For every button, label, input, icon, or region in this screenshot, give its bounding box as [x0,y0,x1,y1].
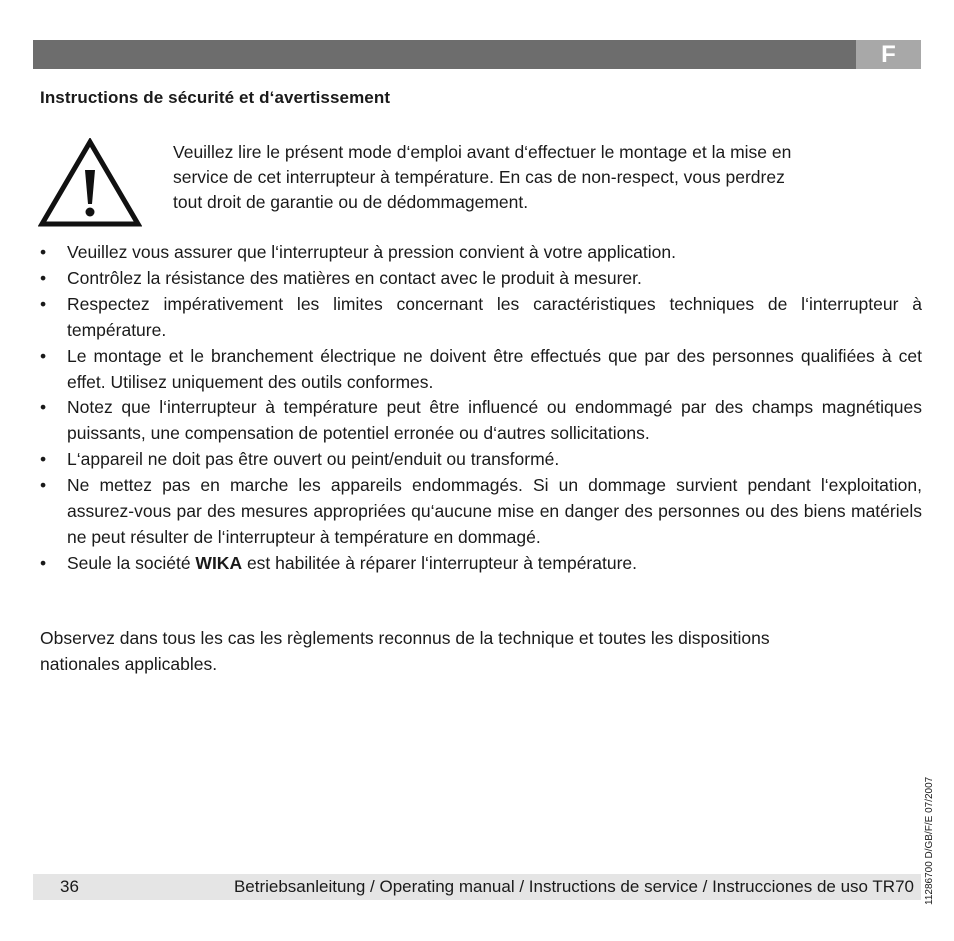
brand-name: WIKA [195,552,243,573]
bullet-item [40,344,922,396]
bullet-text: Contrôlez la résistance des matières en contact avec le produit à mesurer. [67,267,642,288]
bullet-dot: • [40,345,47,366]
bullet-item [40,266,922,292]
intro-paragraph [173,140,923,215]
bullet-item [40,292,922,344]
bullet-text: L‘appareil ne doit pas être ouvert ou peint/enduit ou transformé. [67,449,560,470]
bullet-dot: • [40,397,47,418]
bullet-item [40,447,922,473]
intro-line: Veuillez lire le présent mode d‘emploi avant d‘effectuer le montage et la mise en [173,142,792,162]
bullet-dot: • [40,242,47,262]
bullet-text: Respectez impérativement les limites concernant les caractéristiques techniques de l‘interrupteur à température. [67,293,922,340]
bullet-dot: • [40,293,47,314]
bullet-dot: • [40,449,47,470]
bullet-dot: • [40,475,47,496]
intro-line: service de cet interrupteur à température. En cas de non-respect, vous perdrez [173,167,785,187]
bullet-item [40,551,922,577]
header-bar [33,40,921,69]
bullet-text: Le montage et le branchement électrique ne doivent être effectués que par des personnes qualifiées à cet effet. Utilisez uniquement des outils conformes. [67,345,922,392]
closing-line: Observez dans tous les cas les règlements reconnus de la technique et toutes les dispositions [40,628,770,648]
footer-bar [33,874,921,900]
document-code: 11286700 D/GB/F/E 07/2007 [924,776,935,905]
bullet-item [40,240,922,266]
bullet-item [40,395,922,447]
bullet-text-before: Seule la société [67,552,196,573]
bullet-item [40,473,922,551]
bullet-dot: • [40,267,47,288]
closing-paragraph [40,626,922,677]
safety-bullet-list [40,240,922,577]
footer-manual-title: Betriebsanleitung / Operating manual / Instructions de service / Instrucciones de uso TR70 [233,877,914,896]
bullet-text: Veuillez vous assurer que l‘interrupteur à pression convient à votre application. [67,242,676,262]
bullet-dot: • [40,552,47,573]
page-number: 36 [60,877,79,896]
bullet-text: Ne mettez pas en marche les appareils endommagés. Si un dommage survient pendant l‘exploitation, assurez-vous par des mesures appropriées qu‘aucune mise en danger des personnes ou des biens matériels ne peut résulter de l‘interrupteur à température en dommagé. [67,475,922,547]
intro-line: tout droit de garantie ou de dédommagement. [173,192,529,212]
language-tab: F [856,40,921,69]
bullet-text: Notez que l‘interrupteur à température peut être influencé ou endommagé par des champs magnétiques puissants, une compensation de potentiel erronée ou d‘autres sollicitations. [67,397,922,444]
warning-icon [38,138,142,228]
section-title: Instructions de sécurité et d‘avertissement [40,88,391,107]
bullet-text-after: est habilitée à réparer l‘interrupteur à température. [242,552,638,573]
closing-line: nationales applicables. [40,653,218,674]
